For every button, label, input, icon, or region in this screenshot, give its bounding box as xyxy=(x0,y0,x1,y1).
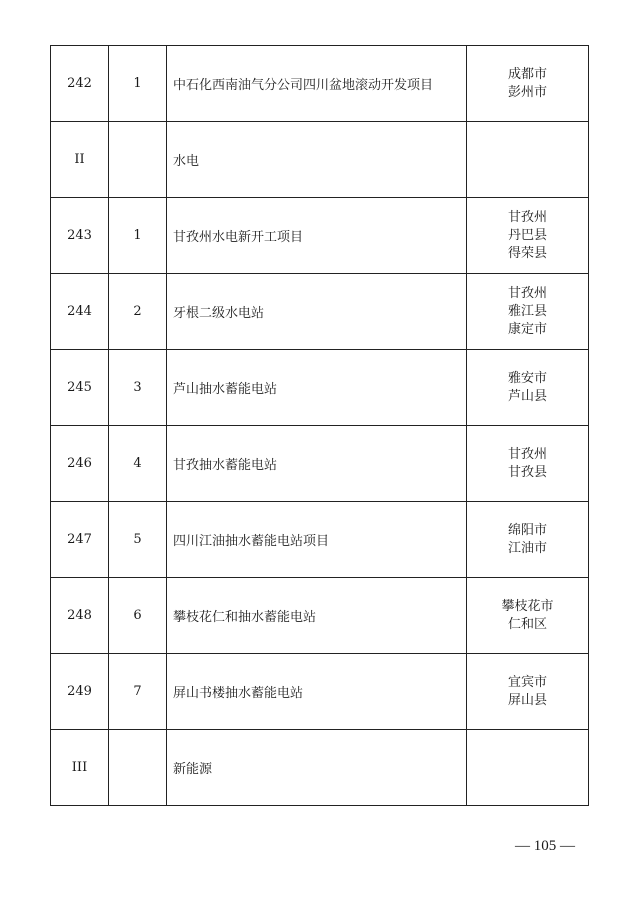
location-line: 攀枝花市 xyxy=(501,598,554,614)
project-name-cell: 芦山抽水蓄能电站 xyxy=(167,350,467,426)
row-sequence-cell: 7 xyxy=(109,654,167,730)
location-cell xyxy=(467,654,589,730)
row-number-cell: 246 xyxy=(51,426,109,502)
row-number-cell: 243 xyxy=(51,198,109,274)
location-cell xyxy=(467,578,589,654)
project-name-cell: 水电 xyxy=(167,122,467,198)
table-row xyxy=(51,730,589,806)
table-row xyxy=(51,122,589,198)
location-line: 甘孜州 xyxy=(507,446,547,462)
location-line: 得荣县 xyxy=(507,245,547,261)
project-name-cell: 牙根二级水电站 xyxy=(167,274,467,350)
row-sequence-cell: 5 xyxy=(109,502,167,578)
project-name-cell: 中石化西南油气分公司四川盆地滚动开发项目 xyxy=(167,46,467,122)
table-row xyxy=(51,578,589,654)
location-line: 甘孜州 xyxy=(507,209,547,225)
project-name-cell: 甘孜抽水蓄能电站 xyxy=(167,426,467,502)
location-line: 成都市 xyxy=(507,66,547,82)
location-line: 彭州市 xyxy=(507,84,547,100)
location-cell xyxy=(467,46,589,122)
location-line: 康定市 xyxy=(507,321,547,337)
location-line: 宜宾市 xyxy=(507,674,547,690)
location-line: 仁和区 xyxy=(507,616,547,632)
location-cell xyxy=(467,502,589,578)
table-row xyxy=(51,502,589,578)
row-number-cell: 247 xyxy=(51,502,109,578)
row-sequence-cell: 1 xyxy=(109,46,167,122)
project-name-cell: 甘孜州水电新开工项目 xyxy=(167,198,467,274)
location-line: 雅江县 xyxy=(507,303,547,319)
row-sequence-cell: 2 xyxy=(109,274,167,350)
table-row xyxy=(51,46,589,122)
row-sequence-cell xyxy=(109,122,167,198)
row-number-cell: 242 xyxy=(51,46,109,122)
row-sequence-cell: 6 xyxy=(109,578,167,654)
row-number-cell: 244 xyxy=(51,274,109,350)
row-number-cell: II xyxy=(51,122,109,198)
page-number: — 105 — xyxy=(515,838,575,854)
row-number-cell: 249 xyxy=(51,654,109,730)
location-cell xyxy=(467,274,589,350)
location-line: 芦山县 xyxy=(507,388,547,404)
table-row xyxy=(51,654,589,730)
location-line: 甘孜县 xyxy=(507,464,547,480)
table-row xyxy=(51,350,589,426)
row-sequence-cell: 3 xyxy=(109,350,167,426)
row-sequence-cell xyxy=(109,730,167,806)
project-table xyxy=(50,45,589,806)
location-line: 甘孜州 xyxy=(507,285,547,301)
row-number-cell: 245 xyxy=(51,350,109,426)
location-line: 绵阳市 xyxy=(507,522,547,538)
location-cell xyxy=(467,426,589,502)
row-sequence-cell: 4 xyxy=(109,426,167,502)
table-row xyxy=(51,274,589,350)
location-line: 雅安市 xyxy=(507,370,547,386)
location-line: 屏山县 xyxy=(507,692,547,708)
location-cell xyxy=(467,350,589,426)
project-name-cell: 新能源 xyxy=(167,730,467,806)
row-sequence-cell: 1 xyxy=(109,198,167,274)
project-name-cell: 四川江油抽水蓄能电站项目 xyxy=(167,502,467,578)
row-number-cell: 248 xyxy=(51,578,109,654)
location-cell xyxy=(467,122,589,198)
project-name-cell: 攀枝花仁和抽水蓄能电站 xyxy=(167,578,467,654)
location-line: 丹巴县 xyxy=(507,227,547,243)
table-row xyxy=(51,426,589,502)
project-name-cell: 屏山书楼抽水蓄能电站 xyxy=(167,654,467,730)
table-row xyxy=(51,198,589,274)
location-line: 江油市 xyxy=(507,540,547,556)
location-cell xyxy=(467,198,589,274)
row-number-cell: III xyxy=(51,730,109,806)
location-cell xyxy=(467,730,589,806)
